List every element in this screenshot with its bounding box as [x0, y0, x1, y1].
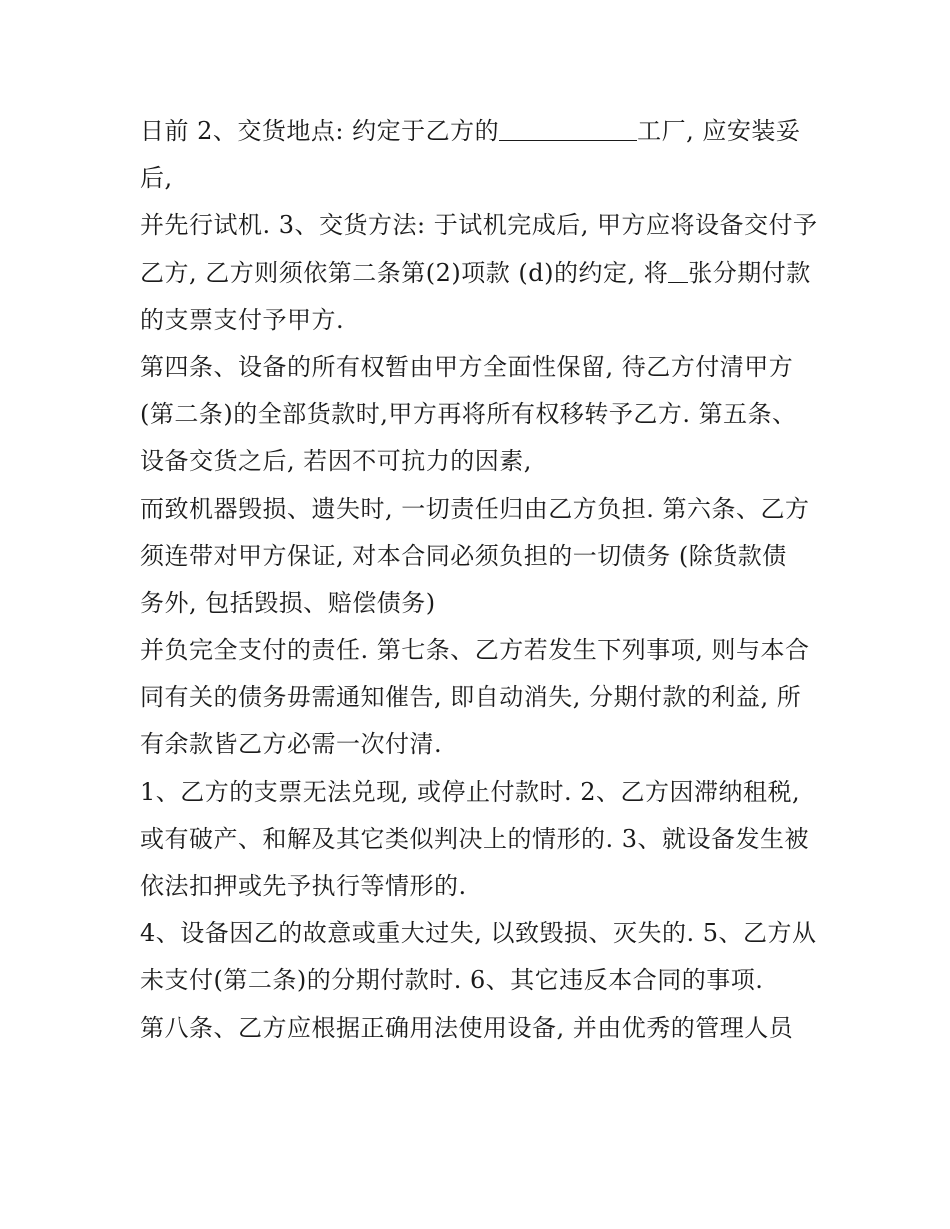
text-line: [140, 108, 820, 155]
text-line: 而致机器毁损、遗失时, 一切责任归由乙方负担. 第六条、乙方: [140, 494, 810, 523]
text-line: 未支付(第二条)的分期付款时. 6、其它违反本合同的事项.: [140, 966, 764, 995]
text-line: 第四条、设备的所有权暂由甲方全面性保留, 待乙方付清甲方: [140, 352, 794, 381]
line-text: 工厂, 应安装妥: [637, 117, 801, 145]
line-text: 乙方, 乙方则须依第二条第(2)项款 (d)的约定, 将: [140, 258, 669, 287]
text-line: 并先行试机. 3、交货方法: 于试机完成后, 甲方应将设备交付予: [140, 211, 818, 240]
text-line: 有余款皆乙方必需一次付清.: [140, 730, 443, 759]
text-line: 并负完全支付的责任. 第七条、乙方若发生下列事项, 则与本合: [140, 636, 810, 665]
text-line: 或有破产、和解及其它类似判决上的情形的. 3、就设备发生被: [140, 824, 810, 853]
text-line: 须连带对甲方保证, 对本合同必须负担的一切债务 (除货款债: [140, 541, 787, 570]
text-line: (第二条)的全部货款时,甲方再将所有权移转予乙方. 第五条、: [140, 400, 797, 429]
line-text: 日前 2、交货地点: 约定于乙方的: [140, 117, 500, 145]
fill-in-blank-factory: [499, 116, 637, 141]
text-line: 依法扣押或先予执行等情形的.: [140, 872, 467, 900]
contract-text-body: [140, 108, 820, 1052]
text-line: 4、设备因乙的故意或重大过失, 以致毁损、灭失的. 5、乙方从: [140, 919, 817, 948]
text-line: 设备交货之后, 若因不可抗力的因素,: [140, 447, 532, 476]
text-line: 1、乙方的支票无法兑现, 或停止付款时. 2、乙方因滞纳租税,: [140, 777, 801, 806]
text-line: 第八条、乙方应根据正确用法使用设备, 并由优秀的管理人员: [140, 1013, 794, 1042]
line-text: 张分期付款: [688, 258, 811, 287]
text-line: 同有关的债务毋需通知催告, 即自动消失, 分期付款的利益, 所: [140, 683, 802, 712]
text-line: 的支票支付予甲方.: [140, 305, 345, 334]
text-line: 务外, 包括毁损、赔偿债务): [140, 588, 436, 617]
fill-in-blank-count: [668, 258, 688, 283]
text-line: 后,: [140, 164, 173, 193]
text-line: [140, 250, 820, 297]
